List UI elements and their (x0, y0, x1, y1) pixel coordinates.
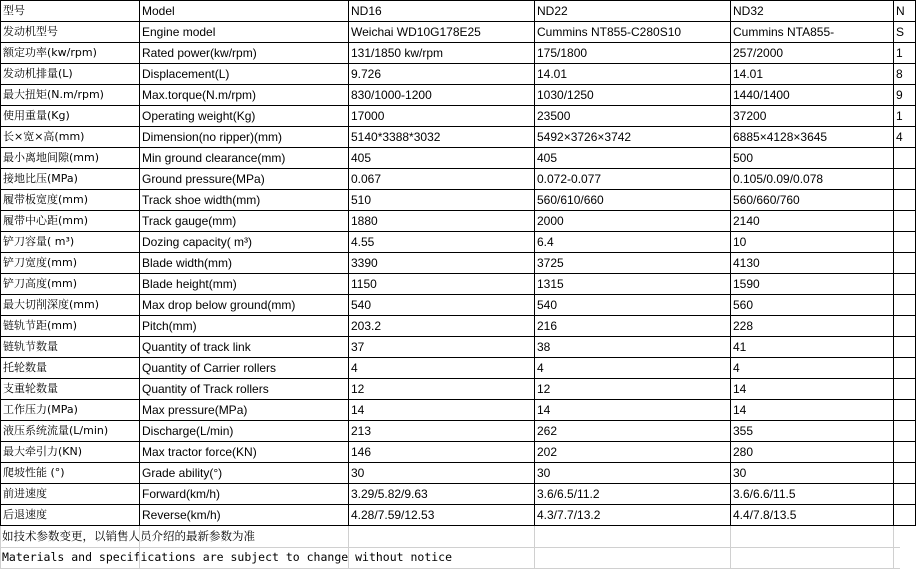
table-cell: Ground pressure(MPa) (140, 169, 349, 190)
table-cell: 1 (894, 43, 916, 64)
table-cell: 202 (535, 442, 731, 463)
table-cell (894, 337, 916, 358)
table-row (1, 211, 916, 232)
table-cell: 14 (349, 400, 535, 421)
table-cell: 17000 (349, 106, 535, 127)
table-cell: 铲刀宽度(mm) (1, 253, 140, 274)
table-cell (894, 379, 916, 400)
table-cell: 405 (535, 148, 731, 169)
table-cell: 4.3/7.7/13.2 (535, 505, 731, 526)
table-row (1, 316, 916, 337)
table-cell: Discharge(L/min) (140, 421, 349, 442)
table-row (1, 232, 916, 253)
table-row (1, 22, 916, 43)
table-cell: 37200 (731, 106, 894, 127)
table-cell: 6885×4128×3645 (731, 127, 894, 148)
table-cell: 12 (535, 379, 731, 400)
table-cell: 液压系统流量(L/min) (1, 421, 140, 442)
table-cell: 3.6/6.5/11.2 (535, 484, 731, 505)
table-cell: 14 (731, 400, 894, 421)
table-cell: S (894, 22, 916, 43)
table-cell (894, 421, 916, 442)
table-cell: 4.55 (349, 232, 535, 253)
table-row (1, 127, 916, 148)
table-cell: Weichai WD10G178E25 (349, 22, 535, 43)
table-row (1, 169, 916, 190)
table-cell: 830/1000-1200 (349, 85, 535, 106)
table-cell: Max pressure(MPa) (140, 400, 349, 421)
table-row (1, 148, 916, 169)
table-cell: Track gauge(mm) (140, 211, 349, 232)
table-row (1, 190, 916, 211)
table-cell (894, 169, 916, 190)
table-cell: Blade height(mm) (140, 274, 349, 295)
table-row (1, 337, 916, 358)
table-cell: Quantity of Carrier rollers (140, 358, 349, 379)
table-row (1, 106, 916, 127)
table-cell: 14 (731, 379, 894, 400)
table-cell: 540 (349, 295, 535, 316)
table-cell (894, 316, 916, 337)
table-cell: 6.4 (535, 232, 731, 253)
table-cell: 1880 (349, 211, 535, 232)
table-row (1, 463, 916, 484)
table-cell: 9 (894, 85, 916, 106)
table-cell: 1315 (535, 274, 731, 295)
table-cell: Min ground clearance(mm) (140, 148, 349, 169)
table-row (1, 400, 916, 421)
table-cell: 4 (535, 358, 731, 379)
table-cell (894, 295, 916, 316)
header-row (1, 1, 916, 22)
header-cell: ND22 (535, 1, 731, 22)
table-cell (894, 253, 916, 274)
table-cell (894, 400, 916, 421)
table-cell: 14 (535, 400, 731, 421)
table-cell: Max.torque(N.m/rpm) (140, 85, 349, 106)
table-cell: 405 (349, 148, 535, 169)
table-cell: 0.105/0.09/0.078 (731, 169, 894, 190)
table-cell: Track shoe width(mm) (140, 190, 349, 211)
table-cell: 12 (349, 379, 535, 400)
table-cell: Grade ability(°) (140, 463, 349, 484)
table-row (1, 358, 916, 379)
table-cell: 最大牵引力(KN) (1, 442, 140, 463)
table-cell (894, 484, 916, 505)
table-row (1, 64, 916, 85)
table-row (1, 442, 916, 463)
table-cell: 链轨节数量 (1, 337, 140, 358)
grid-line (0, 547, 900, 548)
table-cell: 540 (535, 295, 731, 316)
table-cell: 发动机排量(L) (1, 64, 140, 85)
table-cell: Forward(km/h) (140, 484, 349, 505)
table-cell: 38 (535, 337, 731, 358)
table-cell: Displacement(L) (140, 64, 349, 85)
table-cell: Engine model (140, 22, 349, 43)
header-cell: Model (140, 1, 349, 22)
table-cell: 4 (894, 127, 916, 148)
table-cell: Cummins NTA855- (731, 22, 894, 43)
table-row (1, 484, 916, 505)
table-cell: Quantity of track link (140, 337, 349, 358)
table-cell: 后退速度 (1, 505, 140, 526)
table-cell: 30 (731, 463, 894, 484)
table-row (1, 505, 916, 526)
table-cell: 接地比压(MPa) (1, 169, 140, 190)
table-cell: 2140 (731, 211, 894, 232)
table-row (1, 421, 916, 442)
table-cell (894, 211, 916, 232)
table-cell: 履带板宽度(mm) (1, 190, 140, 211)
header-cell: ND16 (349, 1, 535, 22)
table-cell: 131/1850 kw/rpm (349, 43, 535, 64)
table-cell: Dimension(no ripper)(mm) (140, 127, 349, 148)
table-cell: Pitch(mm) (140, 316, 349, 337)
table-cell: 146 (349, 442, 535, 463)
table-cell: 10 (731, 232, 894, 253)
table-cell: 203.2 (349, 316, 535, 337)
table-cell: 9.726 (349, 64, 535, 85)
table-cell: 铲刀高度(mm) (1, 274, 140, 295)
table-cell: 37 (349, 337, 535, 358)
table-cell: 257/2000 (731, 43, 894, 64)
table-cell: 2000 (535, 211, 731, 232)
table-cell: 最大切削深度(mm) (1, 295, 140, 316)
table-row (1, 379, 916, 400)
table-cell (894, 463, 916, 484)
table-cell: 4 (349, 358, 535, 379)
table-cell: 1440/1400 (731, 85, 894, 106)
table-cell: 30 (349, 463, 535, 484)
table-cell: 支重轮数量 (1, 379, 140, 400)
table-cell: 30 (535, 463, 731, 484)
table-cell: 额定功率(kw/rpm) (1, 43, 140, 64)
header-cell: N (894, 1, 916, 22)
note-chinese: 如技术参数变更，以销售人员介绍的最新参数为准 (2, 529, 255, 543)
table-cell: 4.28/7.59/12.53 (349, 505, 535, 526)
table-row (1, 253, 916, 274)
table-row (1, 43, 916, 64)
table-cell: 5492×3726×3742 (535, 127, 731, 148)
table-cell: 510 (349, 190, 535, 211)
table-cell: 560/610/660 (535, 190, 731, 211)
header-cell: 型号 (1, 1, 140, 22)
table-cell (894, 442, 916, 463)
table-cell: 履带中心距(mm) (1, 211, 140, 232)
table-cell (894, 232, 916, 253)
table-cell: Reverse(km/h) (140, 505, 349, 526)
table-cell: 14.01 (731, 64, 894, 85)
table-cell (894, 358, 916, 379)
table-row (1, 85, 916, 106)
table-row (1, 295, 916, 316)
table-cell: 爬坡性能 (°) (1, 463, 140, 484)
table-cell (894, 148, 916, 169)
table-cell: 228 (731, 316, 894, 337)
table-cell: Dozing capacity( m³) (140, 232, 349, 253)
table-cell: 41 (731, 337, 894, 358)
table-cell (894, 190, 916, 211)
table-cell: 前进速度 (1, 484, 140, 505)
table-cell: Cummins NT855-C280S10 (535, 22, 731, 43)
table-cell: 3.6/6.6/11.5 (731, 484, 894, 505)
table-cell: Operating weight(Kg) (140, 106, 349, 127)
table-cell: 最小离地间隙(mm) (1, 148, 140, 169)
table-row (1, 274, 916, 295)
table-cell (894, 274, 916, 295)
table-cell: Max tractor force(KN) (140, 442, 349, 463)
table-cell: 使用重量(Kg) (1, 106, 140, 127)
table-cell: 355 (731, 421, 894, 442)
table-cell: 0.072-0.077 (535, 169, 731, 190)
table-cell: 3725 (535, 253, 731, 274)
table-cell: 500 (731, 148, 894, 169)
table-cell: 铲刀容量( m³) (1, 232, 140, 253)
table-cell: 1030/1250 (535, 85, 731, 106)
table-cell: 8 (894, 64, 916, 85)
table-cell: 0.067 (349, 169, 535, 190)
table-cell: Blade width(mm) (140, 253, 349, 274)
table-cell: 3390 (349, 253, 535, 274)
table-cell: 3.29/5.82/9.63 (349, 484, 535, 505)
table-cell: 1150 (349, 274, 535, 295)
table-cell: 发动机型号 (1, 22, 140, 43)
note-english: Materials and specifications are subject to change without notice (2, 550, 453, 564)
table-cell: 280 (731, 442, 894, 463)
spec-table-body (1, 1, 916, 526)
table-cell: 4130 (731, 253, 894, 274)
table-cell: 最大扭矩(N.m/rpm) (1, 85, 140, 106)
table-cell: 4 (731, 358, 894, 379)
table-cell: 4.4/7.8/13.5 (731, 505, 894, 526)
table-cell: 560 (731, 295, 894, 316)
table-cell: 托轮数量 (1, 358, 140, 379)
table-cell: 5140*3388*3032 (349, 127, 535, 148)
table-cell: Quantity of Track rollers (140, 379, 349, 400)
table-cell: 工作压力(MPa) (1, 400, 140, 421)
table-cell: 216 (535, 316, 731, 337)
table-cell: 14.01 (535, 64, 731, 85)
table-cell: 175/1800 (535, 43, 731, 64)
table-cell: 23500 (535, 106, 731, 127)
table-cell (894, 505, 916, 526)
table-cell: Rated power(kw/rpm) (140, 43, 349, 64)
table-cell: 560/660/760 (731, 190, 894, 211)
table-cell: 262 (535, 421, 731, 442)
table-cell: Max drop below ground(mm) (140, 295, 349, 316)
header-cell: ND32 (731, 1, 894, 22)
table-cell: 1590 (731, 274, 894, 295)
table-cell: 1 (894, 106, 916, 127)
table-cell: 213 (349, 421, 535, 442)
table-cell: 链轨节距(mm) (1, 316, 140, 337)
table-cell: 长×宽×高(mm) (1, 127, 140, 148)
